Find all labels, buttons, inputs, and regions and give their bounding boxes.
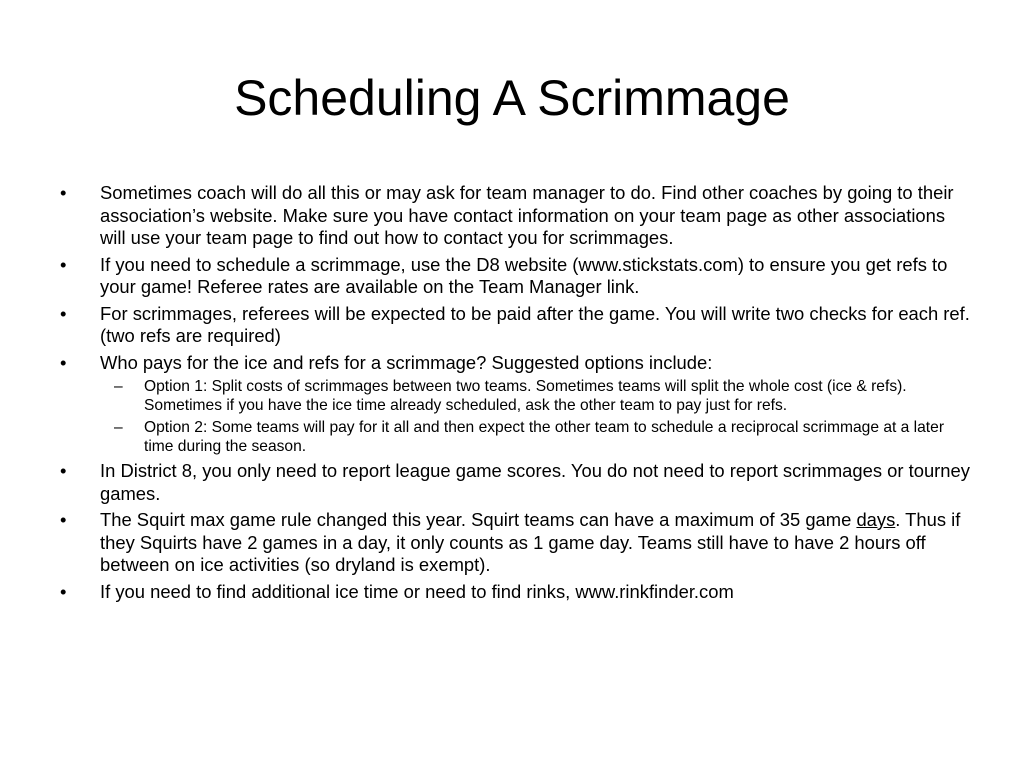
bullet-icon: • [60,580,67,602]
bullet-text-start: The Squirt max game rule changed this year. Squirt teams can have a maximum of 35 game [100,509,857,530]
underlined-days-text: days [856,509,896,530]
bullet-item-squirt-rule [56,509,971,577]
bullet-icon: • [60,182,67,203]
bullet-text [100,509,960,575]
bullet-text: Who pays for the ice and refs for a scrimmage? Suggested options include: [100,351,713,373]
bullet-item-coach-contact [56,182,971,250]
bullet-item-who-pays [56,352,971,457]
bullet-icon: • [60,253,67,275]
dash-icon: – [114,378,123,395]
sub-item-text: Option 2: Some teams will pay for it all and then expect the other team to schedule a reciprocal scrimmage at a later time during the season. [144,419,945,455]
sub-item-option-2 [100,418,971,456]
option-sublist [100,377,971,456]
bullet-icon: • [60,509,67,530]
slide-title: Scheduling A Scrimmage [234,70,790,126]
bullet-text: If you need to schedule a scrimmage, use the D8 website (www.stickstats.com) to ensure you get refs to your game! Referee rates are available on the Team Manager link. [100,253,948,297]
bullet-item-schedule-refs [56,254,971,299]
bullet-icon: • [60,351,67,373]
bullet-item-referee-payment [56,303,971,348]
bullet-icon: • [60,460,67,481]
sub-item-text: Option 1: Split costs of scrimmages between two teams. Sometimes teams will split the whole cost (ice & refs). Sometimes if you have the ice time already scheduled, ask the other team to pay just for refs. [144,378,907,414]
bullet-text: For scrimmages, referees will be expected to be paid after the game. You will write two checks for each ref. (two refs are required) [100,302,970,346]
bullet-text: If you need to find additional ice time or need to find rinks, www.rinkfinder.com [100,580,734,602]
bullet-text-end: . Thus if they Squirts have 2 games in a day, it only counts as 1 game day. Teams still have to have 2 hours off between on ice activities (so dryland is exempt). [100,509,961,575]
sub-item-option-1 [100,377,971,415]
bullet-list [56,182,971,607]
dash-icon: – [114,419,123,436]
bullet-icon: • [60,302,67,324]
bullet-text: Sometimes coach will do all this or may ask for team manager to do. Find other coaches by going to their association’s website. Make sure you have contact information on your team page as other associations will use your team page to find out how to contact you for scrimmages. [100,182,954,248]
bullet-text: In District 8, you only need to report league game scores. You do not need to report scrimmages or tourney games. [100,460,970,504]
bullet-item-rinkfinder [56,581,971,604]
bullet-item-district-8-scores [56,460,971,505]
